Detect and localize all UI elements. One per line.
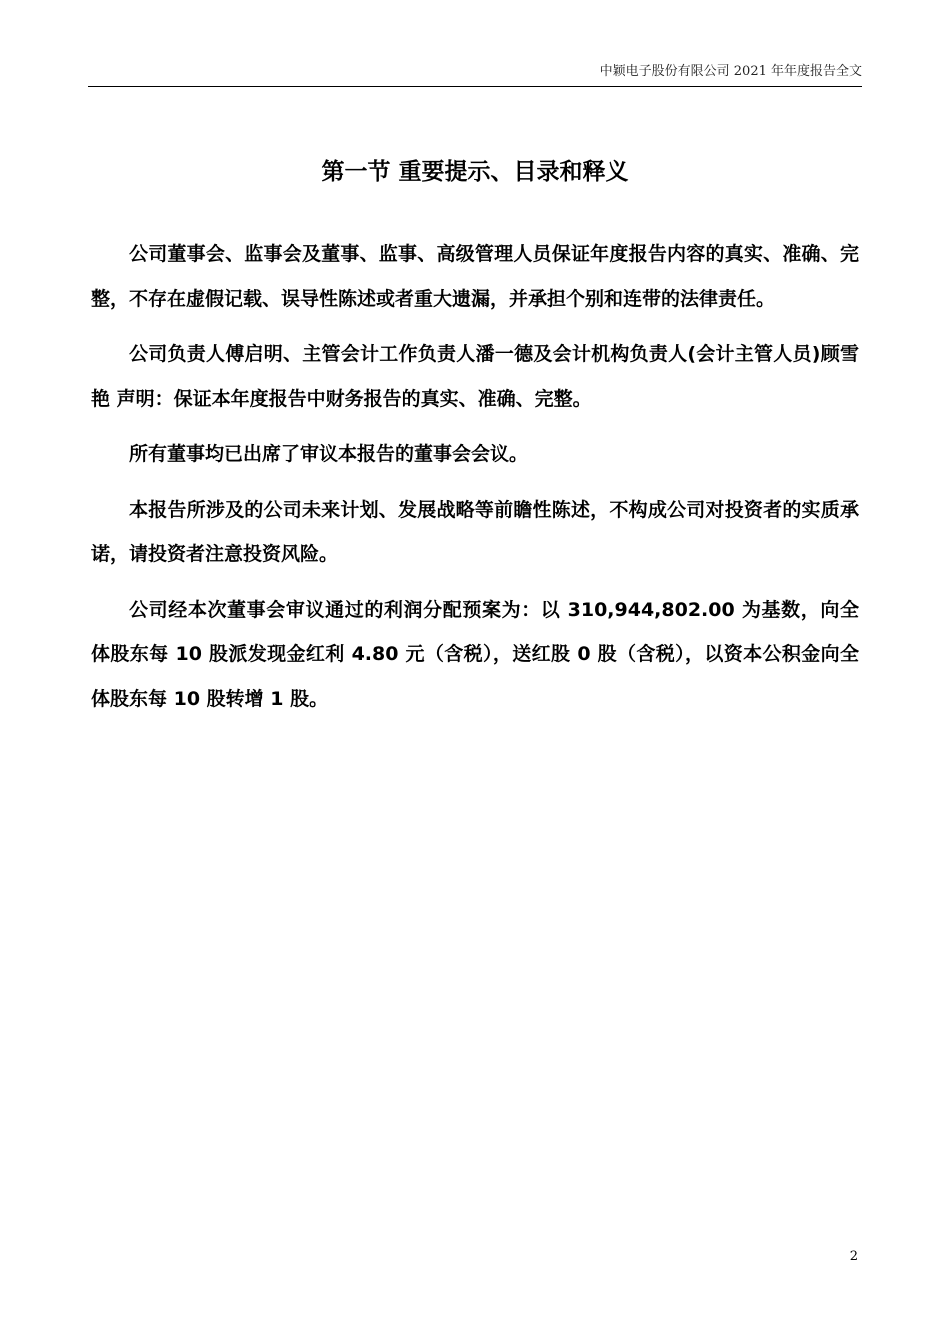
page-number: 2: [849, 1249, 858, 1264]
header-divider: [88, 86, 862, 87]
running-header: 中颖电子股份有限公司 2021 年年度报告全文: [599, 64, 862, 79]
paragraph-board-attendance: 所有董事均已出席了审议本报告的董事会会议。: [129, 443, 529, 465]
paragraph-forward-looking-risk: 本报告所涉及的公司未来计划、发展战略等前瞻性陈述，不构成公司对投资者的实质承诺，请投资者注意投资风险。: [91, 498, 859, 565]
paragraph-profit-distribution: 公司经本次董事会审议通过的利润分配预案为：以 310,944,802.00 为基数，向全体股东每 10 股派发现金红利 4.80 元（含税），送红股 0 股（含税），以资本公积金向全体股东每 10 股转增 1 股。: [91, 598, 859, 710]
paragraph-responsibility-statement: 公司董事会、监事会及董事、监事、高级管理人员保证年度报告内容的真实、准确、完整，不存在虚假记载、误导性陈述或者重大遗漏，并承担个别和连带的法律责任。: [91, 243, 859, 310]
body-text: [91, 232, 859, 732]
paragraph-financial-declaration: 公司负责人傅启明、主管会计工作负责人潘一德及会计机构负责人(会计主管人员)顾雪艳 声明：保证本年度报告中财务报告的真实、准确、完整。: [91, 343, 859, 410]
section-title: 第一节 重要提示、目录和释义: [321, 159, 629, 185]
